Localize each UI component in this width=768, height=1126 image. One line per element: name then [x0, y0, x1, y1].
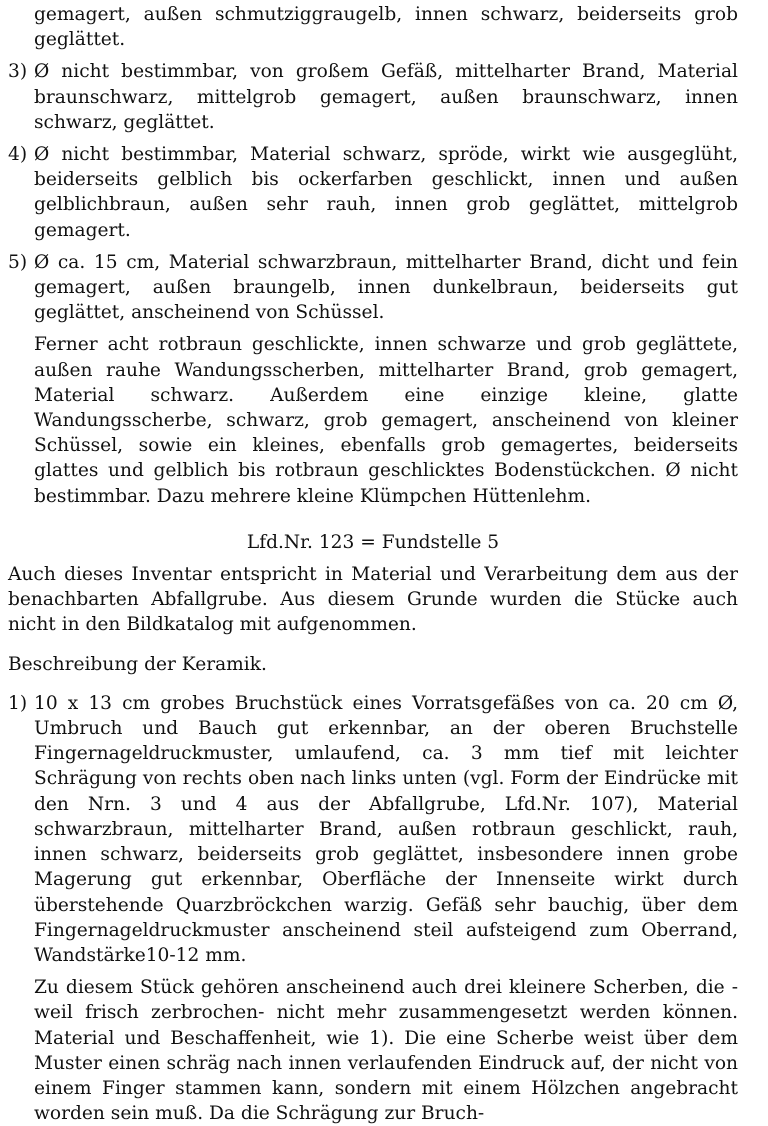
list-item-1 — [8, 691, 738, 968]
list-item-number: 4) — [8, 144, 28, 166]
list-item-number: 5) — [8, 251, 28, 273]
beschreibung-heading: Beschreibung der Keramik. — [8, 653, 267, 675]
continuation-paragraph: gemagert, außen schmutziggraugelb, innen schwarz, beiderseits grob geglättet. — [34, 4, 738, 51]
list-item-4 — [8, 142, 738, 243]
ferner-paragraph: Ferner acht rotbraun geschlickte, innen schwarze und grob geglättete, außen rauhe Wandungsscherben, mittelharter Brand, grob gemagert, Material schwarz. Außerdem eine einzige kleine, glatte Wandungsscherbe, schwarz, grob gemagert, anscheinend von kleiner Schüssel, sowie ein kleines, ebenfalls grob gemagertes, beiderseits glattes und gelblich bis rotbraun geschlicktes Bodenstückchen. Ø nicht bestimmbar. Dazu mehrere kleine Klümpchen Hüttenlehm. — [34, 334, 738, 507]
list-item-text: 10 x 13 cm grobes Bruchstück eines Vorratsgefäßes von ca. 20 cm Ø, Umbruch und Bauch gut erkennbar, an der oberen Bruchstelle Fingernageldruckmuster, umlaufend, ca. 3 mm tief mit leichter Schrägung von rechts oben nach links unten (vgl. Form der Eindrücke mit den Nrn. 3 und 4 aus der Abfallgrube, Lfd.Nr. 107), Material schwarzbraun, mittelharter Brand, außen rotbraun geschlickt, rauh, innen schwarz, beiderseits grob geglättet, insbesondere innen grobe Magerung gut erkennbar, Oberfläche der Innenseite wirkt durch überstehende Quarzbröckchen warzig. Gefäß sehr bauchig, über dem Fingernageldruckmuster anscheinend steil aufsteigend zum Oberrand, Wandstärke10-12 mm. — [34, 692, 738, 966]
list-item-text: Ø nicht bestimmbar, von großem Gefäß, mittelharter Brand, Material braunschwarz, mittelgrob gemagert, außen braunschwarz, innen schwarz, geglättet. — [34, 61, 738, 133]
list-item-text: Ø nicht bestimmbar, Material schwarz, spröde, wirkt wie ausgeglüht, beiderseits gelblich bis ockerfarben geschlickt, innen und außen gelblichbraun, außen sehr rauh, innen grob geglättet, mittelgrob gemagert. — [34, 144, 738, 241]
section-heading: Lfd.Nr. 123 = Fundstelle 5 — [246, 531, 500, 553]
document-page — [8, 2, 738, 1126]
list-item-number: 3) — [8, 61, 28, 83]
zu-diesem-paragraph: Zu diesem Stück gehören anscheinend auch drei kleinere Scherben, die -weil frisch zerbrochen- nicht mehr zusammengesetzt werden können. Material und Beschaffenheit, wie 1). Die eine Scherbe weist über dem Muster einen schräg nach innen verlaufenden Eindruck auf, der nicht von einem Finger stammen kann, sondern mit einem Hölzchen angebracht worden sein muß. Da die Schrägung zur Bruch- — [34, 977, 738, 1125]
inventar-paragraph: Auch dieses Inventar entspricht in Material und Verarbeitung dem aus der benachbarten Abfallgrube. Aus diesem Grunde wurden die Stücke auch nicht in den Bildkatalog mit aufgenommen. — [8, 564, 738, 636]
list-item-3 — [8, 59, 738, 135]
list-item-number: 1) — [8, 692, 28, 714]
list-item-text: Ø ca. 15 cm, Material schwarzbraun, mittelharter Brand, dicht und fein gemagert, außen braungelb, innen dunkelbraun, beiderseits gut geglättet, anscheinend von Schüssel. — [34, 251, 738, 324]
list-item-5 — [8, 250, 738, 326]
